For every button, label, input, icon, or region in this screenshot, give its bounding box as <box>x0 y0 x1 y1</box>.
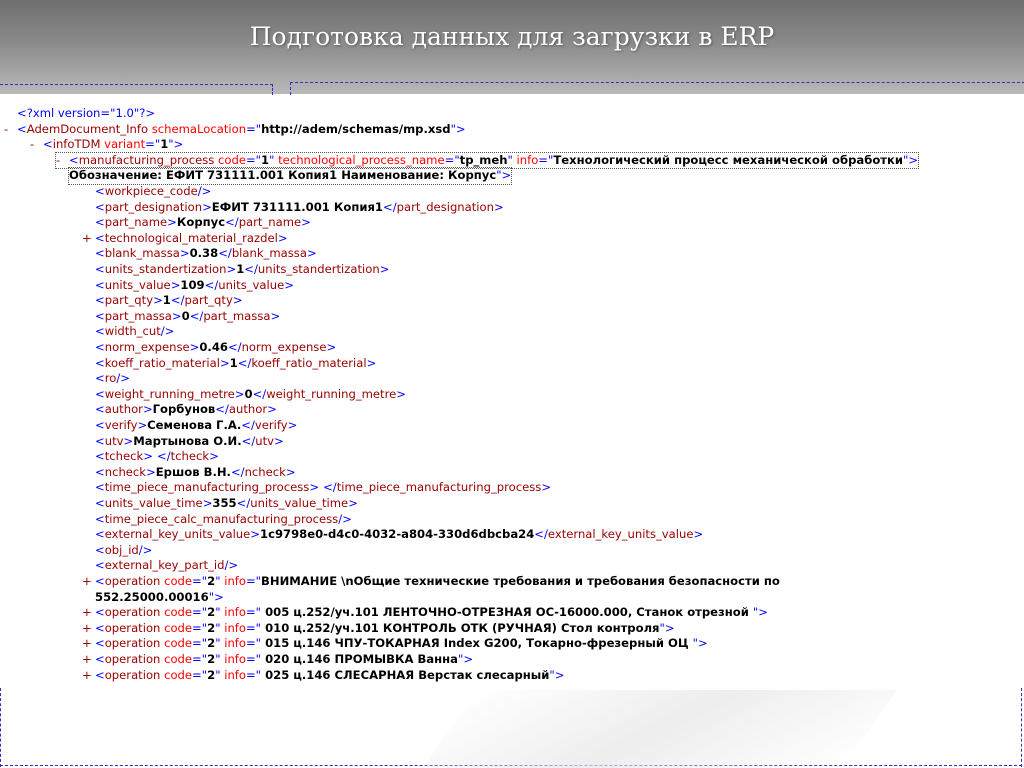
tag-name: infoTDM <box>52 137 101 152</box>
attr-name: info <box>220 652 246 666</box>
element-value: 355 <box>212 496 237 510</box>
attr-value: http://adem/schemas/mp.xsd <box>261 121 451 136</box>
tag-bracket: < <box>95 355 105 370</box>
element-value: 0.38 <box>189 246 219 261</box>
tag-name: technological_material_razdel <box>104 230 278 245</box>
tag-bracket: < <box>95 402 105 417</box>
xml-line[interactable] <box>82 652 473 668</box>
tag-name: workpiece_code <box>104 184 198 198</box>
tag-name: units_standertization <box>257 262 380 276</box>
attr-quote: " <box>659 620 665 635</box>
xml-line <box>82 293 243 309</box>
tag-name: operation <box>104 636 161 651</box>
tag-name: operation <box>104 574 161 588</box>
attr-name: code <box>160 667 193 682</box>
tag-bracket: < <box>95 496 105 510</box>
attr-value-continued: Обозначение: ЕФИТ 731111.001 Копия1 Наименование: Корпус <box>69 168 497 183</box>
tag-bracket: > <box>142 402 153 417</box>
attr-name: info <box>220 574 246 588</box>
tag-bracket: > <box>455 121 466 136</box>
tag-bracket: > <box>202 496 213 510</box>
xml-line <box>82 496 358 512</box>
dashed-frame-bottom-right <box>1021 688 1023 767</box>
tag-bracket: < <box>95 527 105 542</box>
tag-name: operation <box>104 605 161 620</box>
attr-value: 015 ц.146 ЧПУ-ТОКАРНАЯ Index G200, Токарно-фрезерный ОЦ <box>261 636 693 651</box>
tag-bracket: > <box>270 308 281 323</box>
tag-bracket: > <box>379 262 390 276</box>
tag-bracket: < <box>95 215 105 230</box>
element-value: 109 <box>180 277 205 292</box>
tag-bracket: < <box>43 137 53 152</box>
tag-bracket: < <box>95 433 105 448</box>
xml-line <box>82 215 311 231</box>
attr-quote: " <box>215 667 221 682</box>
tag-bracket: </ <box>323 480 337 495</box>
tag-bracket: < <box>95 558 105 573</box>
tag-name: ro <box>104 371 117 386</box>
attr-name: info <box>220 605 246 620</box>
expand-toggle[interactable]: + <box>82 636 92 651</box>
expand-toggle[interactable]: + <box>82 230 92 245</box>
tag-name: time_piece_calc_manufacturing_process <box>104 511 339 526</box>
tag-bracket: > <box>693 527 704 542</box>
tag-name: part_massa <box>203 308 271 323</box>
tag-bracket: /> <box>338 511 352 526</box>
tag-bracket: < <box>95 371 105 386</box>
tag-name: obj_id <box>104 542 139 557</box>
tag-name: norm_expense <box>241 340 327 354</box>
element-value: Корпус <box>176 215 226 230</box>
attr-quote: =" <box>245 636 262 651</box>
xml-tree-view <box>0 102 1024 688</box>
tag-name: weight_running_metre <box>266 386 397 401</box>
xml-line <box>82 184 211 200</box>
attr-quote: " <box>215 574 221 588</box>
expand-toggle[interactable]: + <box>82 620 92 635</box>
tag-bracket: </ <box>189 308 204 323</box>
tag-bracket: < <box>95 308 105 323</box>
tag-name: part_qty <box>184 293 233 308</box>
attr-value: 020 ц.146 ПРОМЫВКА Ванна <box>261 652 458 666</box>
attr-value: 025 ц.146 СЛЕСАРНАЯ Верстак слесарный <box>261 667 550 682</box>
tag-bracket: > <box>309 480 320 495</box>
tag-bracket: < <box>95 480 105 495</box>
tag-bracket: < <box>95 574 105 588</box>
tag-bracket: </ <box>218 246 232 261</box>
tag-name: operation <box>104 620 161 635</box>
attr-name: code <box>160 652 193 666</box>
tag-name: AdemDocument_Info <box>26 121 149 136</box>
tag-bracket: < <box>95 184 105 198</box>
tag-bracket: > <box>277 230 288 245</box>
tag-bracket: > <box>348 496 358 510</box>
tag-name: external_key_part_id <box>104 558 225 573</box>
tag-name: blank_massa <box>104 246 180 261</box>
xml-line[interactable] <box>56 153 918 169</box>
tag-name: weight_running_metre <box>104 386 235 401</box>
attr-quote: " <box>457 652 464 666</box>
tag-name: operation <box>104 667 161 682</box>
attr-name: technological_process_name <box>274 152 445 167</box>
attr-quote: " <box>549 667 555 682</box>
attr-name: info <box>220 667 246 682</box>
attr-name: code <box>160 574 193 588</box>
tag-bracket: </ <box>230 464 245 479</box>
xml-line[interactable] <box>82 231 288 247</box>
element-value: 0 <box>181 308 190 323</box>
tag-bracket: < <box>95 386 105 401</box>
attr-quote: =" <box>192 667 208 682</box>
element-value: Ершов В.Н. <box>155 464 231 479</box>
tag-bracket: </ <box>244 262 258 276</box>
xml-line <box>82 324 174 340</box>
attr-name: info <box>220 620 246 635</box>
tag-bracket: "> <box>208 589 224 604</box>
tag-name: units_value_time <box>250 496 349 510</box>
tag-bracket: < <box>69 152 79 167</box>
attr-quote: =" <box>192 620 208 635</box>
tag-bracket: </ <box>241 433 256 448</box>
attr-value: 2 <box>207 636 216 651</box>
tag-bracket: < <box>17 121 27 136</box>
xml-line[interactable] <box>82 668 564 684</box>
attr-quote: =" <box>245 605 262 620</box>
tag-bracket: < <box>95 293 105 308</box>
attr-quote: " <box>215 636 221 651</box>
xml-line[interactable] <box>82 574 780 590</box>
attr-quote: " <box>215 620 221 635</box>
attr-quote: =" <box>245 667 262 682</box>
tag-bracket: > <box>219 355 230 370</box>
tag-name: units_value <box>218 277 285 292</box>
tag-bracket: < <box>95 511 105 526</box>
tag-bracket: > <box>326 340 337 354</box>
xml-declaration: <?xml version="1.0"?> <box>17 106 156 120</box>
slide-title: Подготовка данных для загрузки в ERP <box>249 22 775 51</box>
tag-bracket: /> <box>224 558 239 573</box>
tag-bracket: < <box>95 464 105 479</box>
xml-line[interactable] <box>82 621 675 637</box>
attr-quote: " <box>215 605 221 620</box>
attr-quote: =" <box>246 121 262 136</box>
attr-quote: " <box>903 152 909 167</box>
xml-line <box>82 527 703 543</box>
element-value: 0.46 <box>199 340 228 354</box>
attr-quote: =" <box>192 636 208 651</box>
tag-name: koeff_ratio_material <box>104 355 220 370</box>
tag-bracket: > <box>306 246 317 261</box>
xml-line <box>82 543 152 559</box>
attr-value: 2 <box>207 574 216 588</box>
tag-bracket: "> <box>496 168 512 183</box>
attr-quote: =" <box>245 620 262 635</box>
tag-name: units_value_time <box>104 496 203 510</box>
tag-bracket: </ <box>534 527 548 542</box>
tag-bracket: < <box>95 667 105 682</box>
xml-line[interactable] <box>30 137 183 153</box>
collapse-toggle[interactable]: - <box>30 137 35 152</box>
attr-value: 010 ц.252/уч.101 КОНТРОЛЬ ОТК (РУЧНАЯ) Стол контроля <box>261 620 660 635</box>
xml-line <box>82 449 219 465</box>
tag-name: koeff_ratio_material <box>251 355 367 370</box>
dashed-frame-left <box>0 84 273 95</box>
tag-bracket: < <box>95 230 105 245</box>
attr-value: 005 ц.252/уч.101 ЛЕНТОЧНО-ОТРЕЗНАЯ ОС-16000.000, Станок отрезной <box>261 605 753 620</box>
xml-line <box>82 387 406 403</box>
tag-bracket: > <box>758 605 768 620</box>
tag-bracket: /> <box>197 184 212 198</box>
xml-line <box>82 278 294 294</box>
tag-name: tcheck <box>104 449 144 464</box>
tag-bracket: > <box>209 449 219 464</box>
attr-value: tp_meh <box>459 152 508 167</box>
tag-bracket: /> <box>160 324 175 339</box>
element-value: 0 <box>244 386 253 401</box>
tag-bracket: > <box>232 293 243 308</box>
element-value: Семенова Г.А. <box>147 418 242 432</box>
element-value: Мартынова О.И. <box>133 433 242 448</box>
tag-bracket: > <box>301 215 311 230</box>
tag-bracket: < <box>95 652 105 666</box>
tag-bracket: > <box>146 464 156 479</box>
tag-name: time_piece_manufacturing_process <box>336 480 542 495</box>
tag-bracket: > <box>493 199 504 214</box>
tag-bracket: > <box>179 246 190 261</box>
gloss-decoration <box>423 690 898 768</box>
tag-bracket: > <box>226 262 237 276</box>
xml-line <box>82 371 130 387</box>
tag-bracket: > <box>173 137 184 152</box>
tag-bracket: < <box>95 340 105 354</box>
tag-name: width_cut <box>104 324 161 339</box>
tag-bracket: < <box>95 324 105 339</box>
xml-line <box>82 480 551 496</box>
tag-bracket: </ <box>225 215 239 230</box>
attr-quote: " <box>450 121 456 136</box>
tag-bracket: > <box>123 433 134 448</box>
xml-line <box>82 200 504 216</box>
tag-bracket: > <box>250 527 260 542</box>
tag-bracket: < <box>95 262 105 276</box>
attr-quote: =" <box>192 605 208 620</box>
tag-name: verify <box>104 418 138 432</box>
tag-name: norm_expense <box>104 340 190 354</box>
xml-line[interactable] <box>82 605 768 621</box>
xml-line <box>82 465 296 481</box>
tag-bracket: </ <box>237 355 252 370</box>
attr-quote: " <box>692 636 698 651</box>
attr-name: code <box>160 605 193 620</box>
tag-bracket: </ <box>215 402 229 417</box>
element-value: 1 <box>229 355 238 370</box>
tag-name: utv <box>104 433 124 448</box>
attr-quote: =" <box>444 152 460 167</box>
collapse-toggle[interactable]: - <box>4 121 9 136</box>
tag-bracket: > <box>167 215 177 230</box>
tag-bracket: < <box>95 542 105 557</box>
xml-line <box>82 262 389 278</box>
tag-bracket: </ <box>170 293 185 308</box>
tag-bracket: < <box>95 246 105 261</box>
tag-bracket: > <box>396 386 406 401</box>
tag-name: part_designation <box>396 199 494 214</box>
tag-name: part_qty <box>104 293 154 308</box>
attr-value: 1 <box>160 137 169 152</box>
tag-name: utv <box>255 433 274 448</box>
tag-bracket: > <box>170 277 181 292</box>
dashed-frame-right <box>290 82 1024 95</box>
tag-name: ncheck <box>104 464 147 479</box>
tag-name: ncheck <box>244 464 286 479</box>
tag-bracket: > <box>284 277 294 292</box>
element-value: Горбунов <box>152 402 216 417</box>
tag-bracket: /> <box>138 542 153 557</box>
tag-bracket: > <box>287 418 298 432</box>
tag-bracket: > <box>234 386 245 401</box>
collapse-toggle[interactable]: - <box>56 152 61 167</box>
attr-quote: " <box>269 152 275 167</box>
tag-bracket: </ <box>204 277 219 292</box>
attr-quote: " <box>215 652 221 666</box>
expand-toggle[interactable]: + <box>82 574 92 588</box>
xml-line <box>82 402 277 418</box>
tag-bracket: < <box>95 620 105 635</box>
xml-line[interactable] <box>82 636 708 652</box>
attr-name: info <box>220 636 246 651</box>
tag-name: external_key_units_value <box>547 527 694 542</box>
tag-name: part_name <box>238 215 302 230</box>
xml-line <box>69 168 511 184</box>
tag-name: manufacturing_process <box>78 152 215 167</box>
attr-value-continued: 552.25000.00016 <box>95 589 209 604</box>
tag-bracket: < <box>95 449 105 464</box>
dashed-frame-bottom-left <box>0 688 2 767</box>
tag-bracket: </ <box>236 496 251 510</box>
expand-toggle[interactable]: + <box>82 652 92 666</box>
tag-name: part_name <box>104 215 168 230</box>
xml-line <box>82 356 376 372</box>
attr-name: code <box>160 636 193 651</box>
element-value: 1 <box>162 293 171 308</box>
tag-bracket: > <box>285 464 296 479</box>
tag-bracket: </ <box>156 449 171 464</box>
tag-bracket: > <box>463 652 474 666</box>
expand-toggle[interactable]: + <box>82 667 92 682</box>
attr-value: 1 <box>261 152 270 167</box>
attr-value: 2 <box>207 620 216 635</box>
tag-bracket: > <box>153 293 163 308</box>
attr-quote: =" <box>245 574 262 588</box>
tag-bracket: > <box>697 636 708 651</box>
xml-line <box>82 558 238 574</box>
xml-line <box>82 309 280 325</box>
tag-name: tcheck <box>170 449 210 464</box>
attr-name: schemaLocation <box>148 121 247 136</box>
tag-bracket: > <box>908 152 919 167</box>
tag-bracket: </ <box>252 386 267 401</box>
attr-value: 2 <box>207 667 216 682</box>
attr-name: code <box>160 620 193 635</box>
tag-bracket: > <box>274 433 284 448</box>
title-bar <box>0 0 1024 94</box>
xml-line <box>82 246 317 262</box>
tag-bracket: > <box>189 340 200 354</box>
xml-line <box>95 590 224 606</box>
tag-name: operation <box>104 652 161 666</box>
element-value: ЕФИТ 731111.001 Копия1 <box>211 199 383 214</box>
tag-name: blank_massa <box>231 246 307 261</box>
attr-quote: =" <box>245 652 262 666</box>
tag-bracket: </ <box>241 418 255 432</box>
expand-toggle[interactable]: + <box>82 605 92 620</box>
tag-bracket: > <box>554 667 565 682</box>
attr-quote: =" <box>192 652 208 666</box>
attr-quote: =" <box>192 574 208 588</box>
tag-bracket: > <box>267 402 277 417</box>
tag-bracket: </ <box>227 340 242 354</box>
tag-name: units_value <box>104 277 171 292</box>
xml-line[interactable] <box>4 122 466 138</box>
tag-bracket: < <box>95 199 105 214</box>
tag-bracket: > <box>171 308 182 323</box>
element-value: 1 <box>236 262 245 276</box>
tag-bracket: > <box>541 480 552 495</box>
tag-bracket: < <box>95 605 105 620</box>
tag-name: units_standertization <box>104 262 227 276</box>
tag-bracket: > <box>202 199 212 214</box>
tag-name: external_key_units_value <box>104 527 251 542</box>
tag-name: author <box>104 402 143 417</box>
attr-value: 2 <box>207 652 216 666</box>
attr-quote: =" <box>145 137 161 152</box>
element-value: 1c9798e0-d4c0-4032-a804-330d6dbcba24 <box>260 527 535 542</box>
tag-bracket: < <box>95 418 105 432</box>
tag-bracket: < <box>95 277 105 292</box>
attr-value: ВНИМАНИЕ \nОбщие технические требования и требования безопасности по <box>261 574 780 588</box>
attr-quote: " <box>752 605 759 620</box>
tag-name: verify <box>254 418 288 432</box>
tag-name: part_designation <box>104 199 203 214</box>
xml-line <box>82 434 284 450</box>
tag-name: time_piece_manufacturing_process <box>104 480 310 495</box>
attr-value: Технологический процесс механической обработки <box>553 152 904 167</box>
attr-name: code <box>214 152 246 167</box>
tag-bracket: > <box>664 620 675 635</box>
attr-quote: =" <box>538 152 554 167</box>
tag-bracket: < <box>95 636 105 651</box>
attr-name: variant <box>100 137 146 152</box>
attr-name: info <box>512 152 539 167</box>
tag-bracket: /> <box>116 371 130 386</box>
attr-quote: " <box>168 137 174 152</box>
tag-bracket: > <box>137 418 148 432</box>
xml-line <box>82 512 352 528</box>
xml-line <box>82 340 336 356</box>
tag-bracket: > <box>366 355 377 370</box>
tag-bracket: </ <box>383 199 397 214</box>
xml-line <box>4 106 155 122</box>
attr-quote: =" <box>245 152 262 167</box>
xml-line <box>82 418 297 434</box>
tag-name: part_massa <box>104 308 172 323</box>
attr-quote: " <box>507 152 513 167</box>
tag-name: author <box>228 402 268 417</box>
tag-bracket: > <box>143 449 153 464</box>
attr-value: 2 <box>207 605 216 620</box>
